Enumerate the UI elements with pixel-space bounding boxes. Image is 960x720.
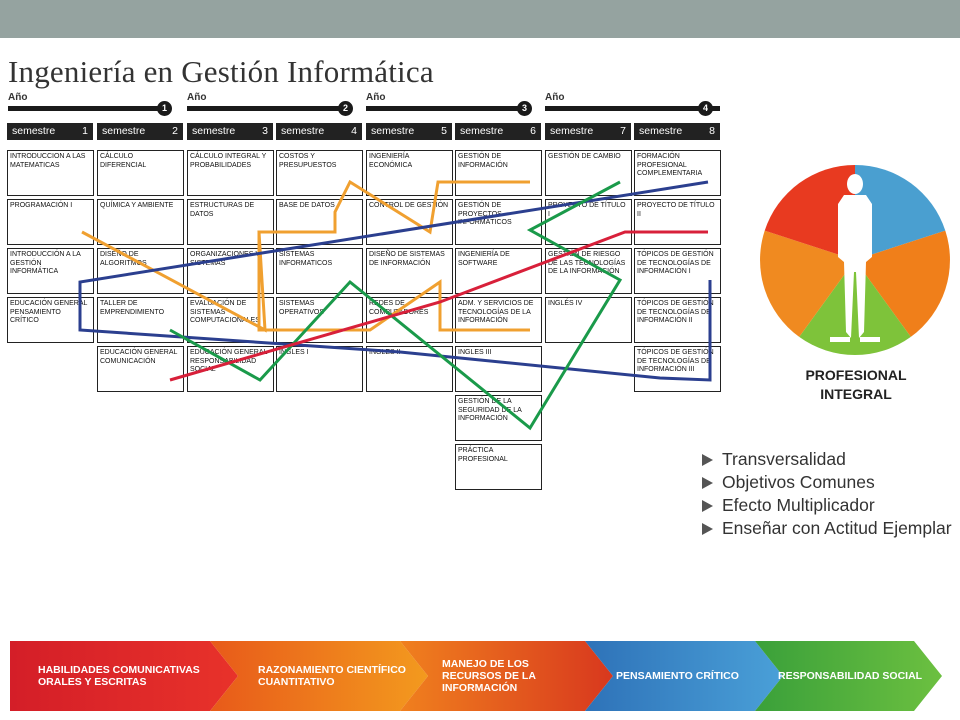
course-box: TÓPICOS DE GESTIÓN DE TECNOLOGÍAS DE INFORMACIÓN III [634, 346, 721, 392]
course-box: GESTIÓN DE LA SEGURIDAD DE LA INFORMACIÓN [455, 395, 542, 441]
course-box: PROYECTO DE TÍTULO I [545, 199, 632, 245]
year-number-1: 1 [157, 101, 172, 116]
principle-item: Transversalidad [700, 449, 952, 472]
course-box: GESTIÓN DE CAMBIO [545, 150, 632, 196]
course-box: GESTIÓN DE INFORMACIÓN [455, 150, 542, 196]
chevron-label-reasoning: RAZONAMIENTO CIENTÍFICO CUANTITATIVO [258, 664, 406, 688]
page-title: Ingeniería en Gestión Informática [8, 54, 434, 89]
course-box: INGLES III [455, 346, 542, 392]
course-box: INGLES II [366, 346, 453, 392]
competency-chevron-band [10, 641, 942, 711]
course-box: BASE DE DATOS [276, 199, 363, 245]
course-box: INGENIERÍA ECONÓMICA [366, 150, 453, 196]
year-label-3: Año [366, 92, 386, 103]
principle-item: Efecto Multiplicador [700, 495, 952, 518]
year-label-1: Año [8, 92, 28, 103]
course-box: DISEÑO DE SISTEMAS DE INFORMACIÓN [366, 248, 453, 294]
chevron-label-communication: HABILIDADES COMUNICATIVAS ORALES Y ESCRITAS [38, 664, 200, 688]
profile-label: PROFESIONAL INTEGRAL [805, 367, 907, 402]
course-box: TÓPICOS DE GESTIÓN DE TECNOLOGÍAS DE INFORMACIÓN I [634, 248, 721, 294]
orange-competency-line [82, 182, 530, 330]
course-box: SISTEMAS OPERATIVOS [276, 297, 363, 343]
year-number-3: 3 [517, 101, 532, 116]
year-number-4: 4 [698, 101, 713, 116]
course-box: CÁLCULO DIFERENCIAL [97, 150, 184, 196]
year-label-4: Año [545, 92, 565, 103]
course-box: PRÁCTICA PROFESIONAL [455, 444, 542, 490]
course-box: QUÍMICA Y AMBIENTE [97, 199, 184, 245]
triangle-bullet-icon [702, 477, 713, 489]
triangle-bullet-icon [702, 523, 713, 535]
course-box: INGLÉS IV [545, 297, 632, 343]
course-box: SISTEMAS INFORMATICOS [276, 248, 363, 294]
course-box: INGENIERÍA DE SOFTWARE [455, 248, 542, 294]
course-box: EDUCACIÓN GENERAL PENSAMIENTO CRÍTICO [7, 297, 94, 343]
semester-header-1: semestre 1 [7, 123, 93, 140]
triangle-bullet-icon [702, 500, 713, 512]
chevron-label-information: MANEJO DE LOS RECURSOS DE LA INFORMACIÓN [442, 658, 536, 694]
green-competency-line [170, 182, 620, 428]
course-box: EDUCACIÓN GENERAL COMUNICACIÓN [97, 346, 184, 392]
course-box: ORGANIZACIONES Y SISTEMAS [187, 248, 274, 294]
course-box: ESTRUCTURAS DE DATOS [187, 199, 274, 245]
course-box: FORMACIÓN PROFESIONAL COMPLEMENTARIA [634, 150, 721, 196]
course-box: TALLER DE EMPRENDIMIENTO [97, 297, 184, 343]
semester-header-3: semestre 3 [187, 123, 273, 140]
course-box: CONTROL DE GESTIÓN [366, 199, 453, 245]
semester-header-7: semestre 7 [545, 123, 631, 140]
semester-header-4: semestre 4 [276, 123, 362, 140]
course-box: GESTIÓN DE RIESGO DE LAS TECNOLOGÍAS DE LA INFORMACIÓN [545, 248, 632, 294]
course-box: PROYECTO DE TÍTULO II [634, 199, 721, 245]
semester-header-6: semestre 6 [455, 123, 541, 140]
course-box: EVALUACIÓN DE SISTEMAS COMPUTACIONALES [187, 297, 274, 343]
year-number-2: 2 [338, 101, 353, 116]
course-box: DISEÑO DE ALGORITMOS [97, 248, 184, 294]
principle-item: Objetivos Comunes [700, 472, 952, 495]
year-label-2: Año [187, 92, 207, 103]
course-box: PROGRAMACIÓN I [7, 199, 94, 245]
course-box: CÁLCULO INTEGRAL Y PROBABILIDADES [187, 150, 274, 196]
course-box: INTRODUCCION A LAS MATEMATICAS [7, 150, 94, 196]
principle-item: Enseñar con Actitud Ejemplar [700, 518, 952, 541]
semester-header-2: semestre 2 [97, 123, 183, 140]
profile-wheel [760, 162, 950, 362]
course-box: INTRODUCCIÓN A LA GESTIÓN INFORMÁTICA [7, 248, 94, 294]
semester-header-5: semestre 5 [366, 123, 452, 140]
course-box: ADM. Y SERVICIOS DE TECNOLOGÍAS DE LA INFORMACIÓN [455, 297, 542, 343]
course-box: REDES DE COMPUTADORES [366, 297, 453, 343]
course-box: INGLES I [276, 346, 363, 392]
course-box: COSTOS Y PRESUPUESTOS [276, 150, 363, 196]
course-box: TÓPICOS DE GESTIÓN DE TECNOLOGÍAS DE INFORMACIÓN II [634, 297, 721, 343]
triangle-bullet-icon [702, 454, 713, 466]
chevron-label-social-responsibility: RESPONSABILIDAD SOCIAL [778, 670, 923, 682]
course-box: GESTIÓN DE PROYECTOS INFORMÁTICOS [455, 199, 542, 245]
principles-list [700, 449, 952, 541]
chevron-label-critical-thinking: PENSAMIENTO CRÍTICO [616, 670, 739, 682]
semester-header-8: semestre 8 [634, 123, 720, 140]
course-box: EDUCACIÓN GENERAL RESPONSABILIDAD SOCIAL [187, 346, 274, 392]
